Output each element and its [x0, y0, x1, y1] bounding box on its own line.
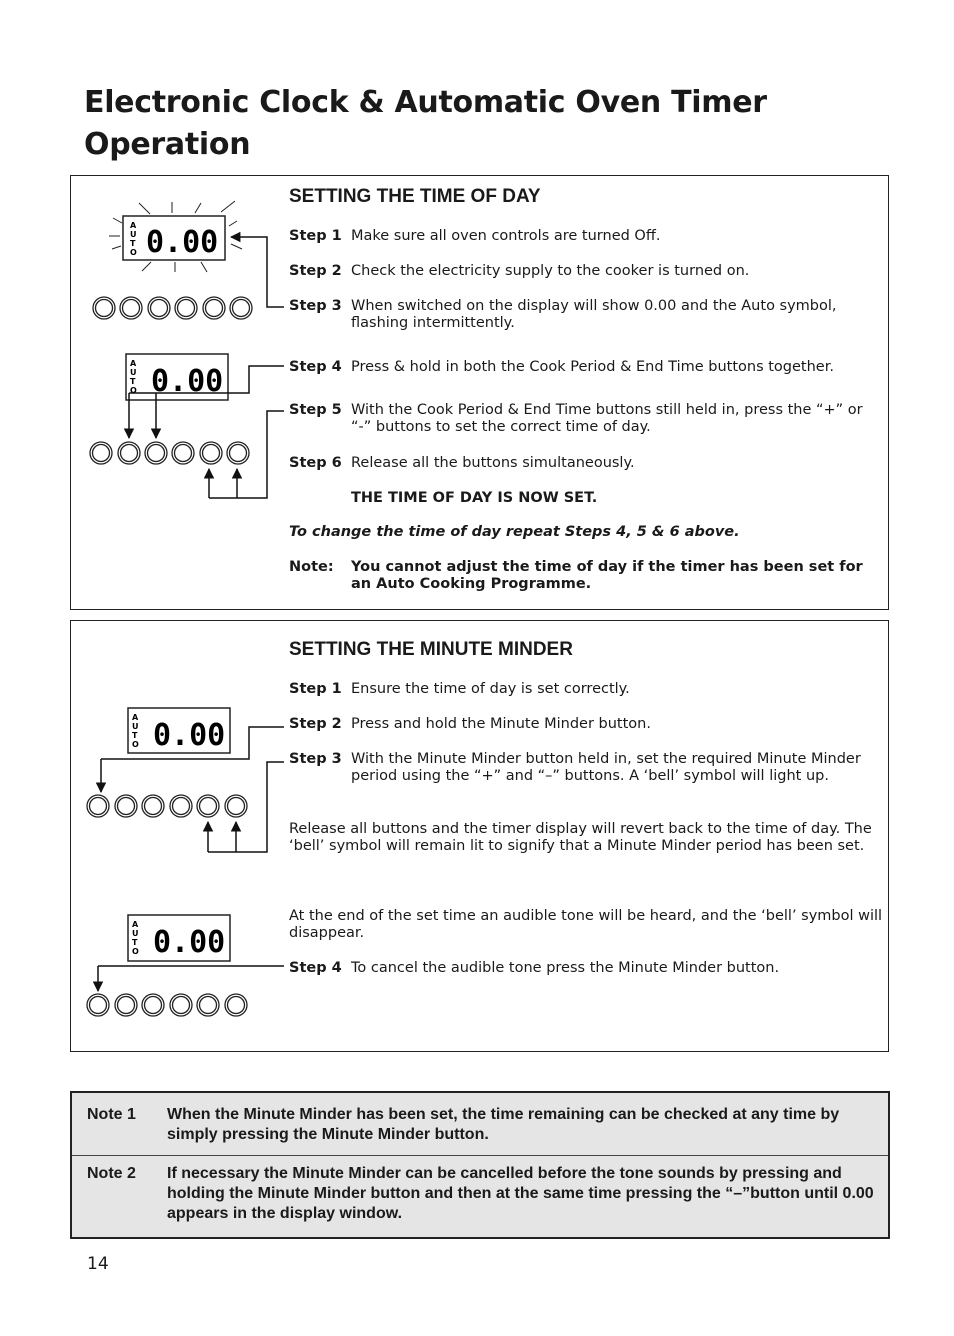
timer-display — [128, 708, 230, 753]
note-item — [72, 1105, 888, 1145]
section-title: SETTING THE MINUTE MINDER — [289, 639, 573, 660]
auto-symbol-t: T — [130, 377, 136, 386]
step-item — [289, 716, 879, 733]
step-label: Step 4 — [289, 960, 342, 976]
step-text: With the Cook Period & End Time buttons still held in, press the “+” or “-” buttons to set the correct time of day. — [351, 402, 863, 435]
step-text: Make sure all oven controls are turned Off. — [351, 228, 661, 244]
auto-symbol-u: U — [132, 722, 139, 731]
control-buttons-row — [93, 297, 252, 319]
step-text: Press and hold the Minute Minder button. — [351, 716, 651, 732]
control-buttons-row — [90, 442, 249, 464]
step-text: Ensure the time of day is set correctly. — [351, 681, 630, 697]
minute-minder-diagram — [71, 621, 289, 1051]
step-label: Step 6 — [289, 455, 342, 471]
step-item — [289, 228, 879, 245]
note-text: When the Minute Minder has been set, the time remaining can be checked at any time by simply pressing the Minute Minder button. — [167, 1106, 840, 1143]
step-item — [289, 751, 879, 785]
step-text: Release all the buttons simultaneously. — [351, 455, 635, 471]
step-text: To cancel the audible tone press the Minute Minder button. — [351, 960, 780, 976]
step-item — [289, 681, 879, 698]
step-label: Step 1 — [289, 681, 342, 697]
auto-symbol-u: U — [130, 368, 137, 377]
step-item — [289, 402, 879, 436]
auto-symbol-o: O — [132, 740, 139, 749]
step-text: When switched on the display will show 0.00 and the Auto symbol, flashing intermittently. — [351, 298, 837, 331]
step-item — [289, 359, 879, 376]
note-label: Note: — [289, 559, 334, 575]
page-number: 14 — [87, 1254, 109, 1274]
step-item — [289, 298, 879, 332]
step-label: Step 3 — [289, 298, 342, 314]
section-title: SETTING THE TIME OF DAY — [289, 186, 541, 207]
auto-symbol-o: O — [132, 947, 139, 956]
auto-symbol-a: A — [132, 713, 139, 722]
control-buttons-row — [87, 994, 247, 1016]
auto-symbol-a: A — [132, 920, 139, 929]
step-text: Press & hold in both the Cook Period & End Time buttons together. — [351, 359, 834, 375]
auto-symbol-t: T — [130, 239, 136, 248]
control-buttons-row — [87, 795, 247, 817]
repeat-note: To change the time of day repeat Steps 4, 5 & 6 above. — [289, 524, 740, 540]
step-label: Step 2 — [289, 263, 342, 279]
notes-box — [70, 1091, 890, 1239]
note-text: If necessary the Minute Minder can be cancelled before the tone sounds by pressing and holding the Minute Minder button and then at the same time pressing the “–”button until 0.00 appears in the display window. — [167, 1165, 874, 1222]
display-readout: 0.00 — [153, 718, 226, 753]
confirmation-message — [289, 490, 879, 507]
timer-display — [123, 216, 225, 260]
note-label: Note 2 — [87, 1165, 136, 1182]
step-label: Step 5 — [289, 402, 342, 418]
step-label: Step 4 — [289, 359, 342, 375]
auto-symbol-u: U — [130, 230, 137, 239]
section-setting-minute-minder — [70, 620, 889, 1052]
end-of-time-info: At the end of the set time an audible tone will be heard, and the ‘bell’ symbol will disappear. — [289, 908, 883, 941]
step-label: Step 1 — [289, 228, 342, 244]
display-readout: 0.00 — [153, 925, 226, 960]
auto-symbol-a: A — [130, 221, 137, 230]
display-readout: 0.00 — [146, 225, 219, 260]
time-of-day-diagram — [71, 176, 289, 608]
step-item — [289, 263, 879, 280]
timer-display — [128, 915, 230, 961]
step-item — [289, 960, 879, 977]
step-label: Step 3 — [289, 751, 342, 767]
auto-symbol-o: O — [130, 386, 137, 395]
page-title: Electronic Clock & Automatic Oven Timer Operation — [84, 85, 767, 162]
step-label: Step 2 — [289, 716, 342, 732]
note-item — [72, 1164, 888, 1224]
step-text: With the Minute Minder button held in, set the required Minute Minder period using the “+” and “–” buttons. A ‘bell’ symbol will light up. — [351, 751, 861, 784]
display-readout: 0.00 — [151, 364, 224, 399]
step-item — [289, 455, 879, 472]
section-setting-time-of-day — [70, 175, 889, 610]
section-note — [289, 559, 879, 593]
note-label: Note 1 — [87, 1106, 136, 1123]
auto-symbol-a: A — [130, 359, 137, 368]
auto-symbol-t: T — [132, 938, 138, 947]
note-divider — [72, 1155, 888, 1156]
release-instructions: Release all buttons and the timer display will revert back to the time of day. The ‘bell’ symbol will remain lit to signify that a Minute Minder period has been set. — [289, 821, 872, 854]
auto-symbol-t: T — [132, 731, 138, 740]
step-text: Check the electricity supply to the cooker is turned on. — [351, 263, 750, 279]
confirmation-text: THE TIME OF DAY IS NOW SET. — [351, 490, 598, 506]
note-text: You cannot adjust the time of day if the timer has been set for an Auto Cooking Programme. — [351, 559, 863, 592]
auto-symbol-u: U — [132, 929, 139, 938]
auto-symbol-o: O — [130, 248, 137, 257]
